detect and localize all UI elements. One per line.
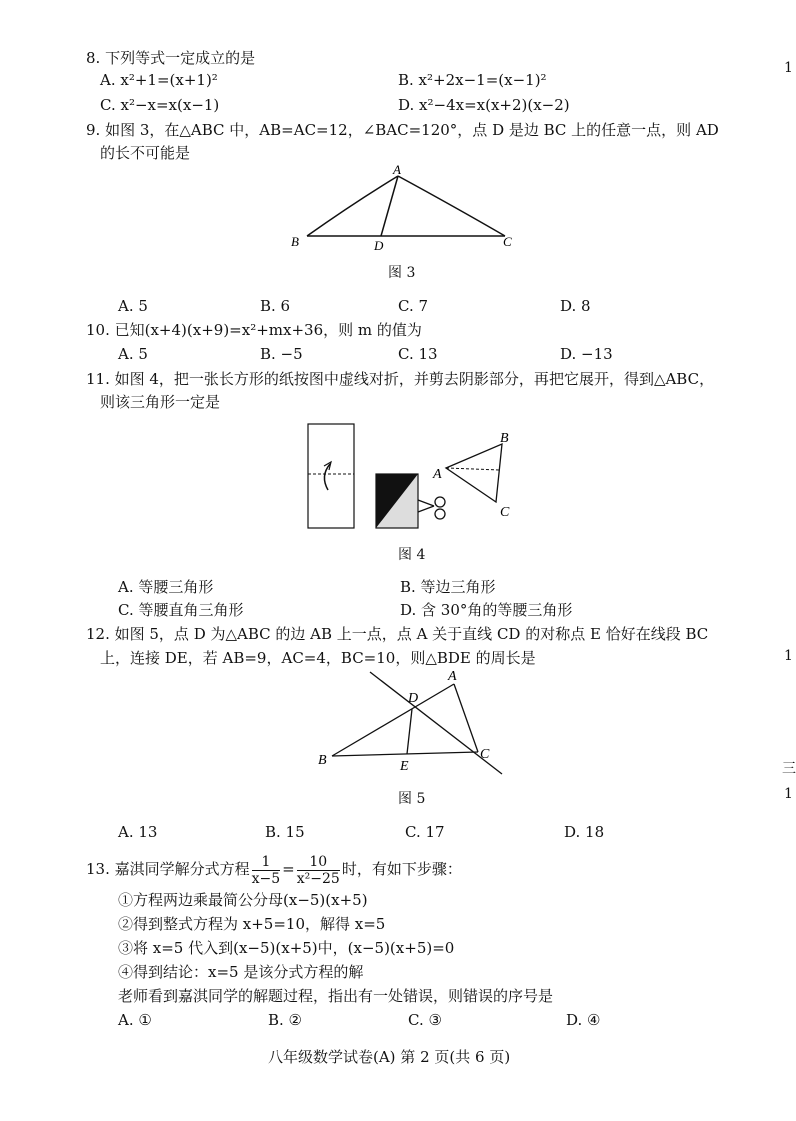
q9-option-a: A. 5 (118, 297, 148, 315)
q10-option-a: A. 5 (118, 345, 148, 363)
q11-stem-line2: 则该三角形一定是 (100, 393, 221, 411)
fig4-label-c: C (500, 505, 510, 520)
fig5-side-ac (454, 684, 478, 752)
fig3-side-ac (398, 176, 505, 236)
q13-stem-suffix: 时，有如下步骤： (341, 860, 462, 878)
q12-option-b: B. 15 (265, 823, 305, 841)
fig5-label-e: E (400, 759, 409, 774)
q8-stem: 8. 下列等式一定成立的是 (86, 49, 256, 67)
fig3-label-b: B (291, 234, 299, 249)
q10-option-c: C. 13 (398, 345, 438, 363)
q12-stem-line2: 上，连接 DE，若 AB=9，AC=4，BC=10，则△BDE 的周长是 (100, 649, 536, 667)
q13-step-1: ①方程两边乘最简公分母(x−5)(x+5) (118, 891, 368, 909)
q13-option-a: A. ① (118, 1011, 152, 1029)
margin-mark-1: 1 (784, 60, 793, 76)
q8-option-b: B. x²+2x−1=(x−1)² (398, 71, 547, 89)
q11-stem-line1: 11. 如图 4，把一张长方形的纸按图中虚线对折，并剪去阴影部分，再把它展开，得到△ABC， (86, 370, 715, 388)
q12-option-c: C. 17 (405, 823, 445, 841)
q13-frac1-den: x−5 (251, 870, 281, 887)
q13-step-4: ④得到结论：x=5 是该分式方程的解 (118, 963, 364, 981)
q9-stem-line2: 的长不可能是 (100, 144, 191, 162)
q13-option-d: D. ④ (566, 1011, 601, 1029)
margin-mark-2: 1 (784, 648, 793, 664)
q8-option-d: D. x²−4x=x(x+2)(x−2) (398, 96, 570, 114)
q11-option-d: D. 含 30°角的等腰三角形 (400, 601, 573, 619)
q11-option-b: B. 等边三角形 (400, 578, 496, 596)
figure-5 (310, 666, 520, 778)
figure-3 (285, 162, 525, 257)
q12-option-d: D. 18 (564, 823, 605, 841)
fig5-segment-de (407, 709, 412, 754)
fig3-label-a: A (393, 162, 401, 177)
fig5-label-a: A (448, 669, 457, 684)
q10-option-d: D. −13 (560, 345, 613, 363)
fig3-side-ab (307, 176, 398, 236)
fig5-side-bc (332, 752, 478, 756)
margin-mark-3: 三 (782, 761, 796, 777)
fig5-label-c: C (480, 747, 490, 762)
q10-stem: 10. 已知(x+4)(x+9)=x²+mx+36，则 m 的值为 (86, 321, 422, 339)
fig4-label-a: A (433, 467, 442, 482)
fig5-side-ab (332, 684, 454, 756)
q13-stem (86, 852, 462, 887)
q13-frac2-num: 10 (297, 854, 340, 871)
q13-equals: = (282, 860, 295, 878)
q13-option-c: C. ③ (408, 1011, 442, 1029)
figure-4 (300, 420, 530, 530)
q13-option-b: B. ② (268, 1011, 303, 1029)
fig4-label-b: B (500, 431, 509, 446)
q13-step-3: ③将 x=5 代入到(x−5)(x+5)中，(x−5)(x+5)=0 (118, 939, 455, 957)
fig4-triangle-abc (446, 444, 502, 502)
q11-option-a: A. 等腰三角形 (118, 578, 214, 596)
fig5-label-b: B (318, 753, 327, 768)
figure-4-caption: 图 4 (398, 547, 426, 563)
q13-stem-prefix: 13. 嘉淇同学解分式方程 (86, 860, 250, 878)
fig4-paper (308, 424, 354, 528)
q9-option-b: B. 6 (260, 297, 291, 315)
q8-option-c: C. x²−x=x(x−1) (100, 96, 220, 114)
q9-option-d: D. 8 (560, 297, 591, 315)
q9-stem-line1: 9. 如图 3，在△ABC 中，AB=AC=12，∠BAC=120°，点 D 是边 BC 上的任意一点，则 AD (86, 121, 719, 139)
fig3-label-d: D (374, 238, 384, 253)
q13-frac2-den: x²−25 (296, 870, 340, 887)
q12-option-a: A. 13 (118, 823, 158, 841)
q13-frac1-num: 1 (252, 854, 281, 871)
q13-step-2: ②得到整式方程为 x+5=10，解得 x=5 (118, 915, 386, 933)
figure-5-caption: 图 5 (398, 791, 426, 807)
q10-option-b: B. −5 (260, 345, 303, 363)
q13-fraction-1 (252, 854, 281, 887)
q13-fraction-2 (297, 854, 340, 887)
fig5-label-d: D (408, 691, 419, 706)
page-footer: 八年级数学试卷(A) 第 2 页(共 6 页) (268, 1048, 511, 1066)
figure-3-caption: 图 3 (388, 265, 416, 281)
q13-conclusion: 老师看到嘉淇同学的解题过程，指出有一处错误，则错误的序号是 (118, 987, 554, 1005)
q8-option-a: A. x²+1=(x+1)² (100, 71, 218, 89)
fig3-label-c: C (503, 234, 512, 249)
q11-option-c: C. 等腰直角三角形 (118, 601, 244, 619)
q9-option-c: C. 7 (398, 297, 429, 315)
margin-mark-4: 1 (784, 786, 793, 802)
q12-stem-line1: 12. 如图 5，点 D 为△ABC 的边 AB 上一点，点 A 关于直线 CD 的对称点 E 恰好在线段 BC (86, 625, 709, 643)
scissors-icon (418, 497, 445, 519)
